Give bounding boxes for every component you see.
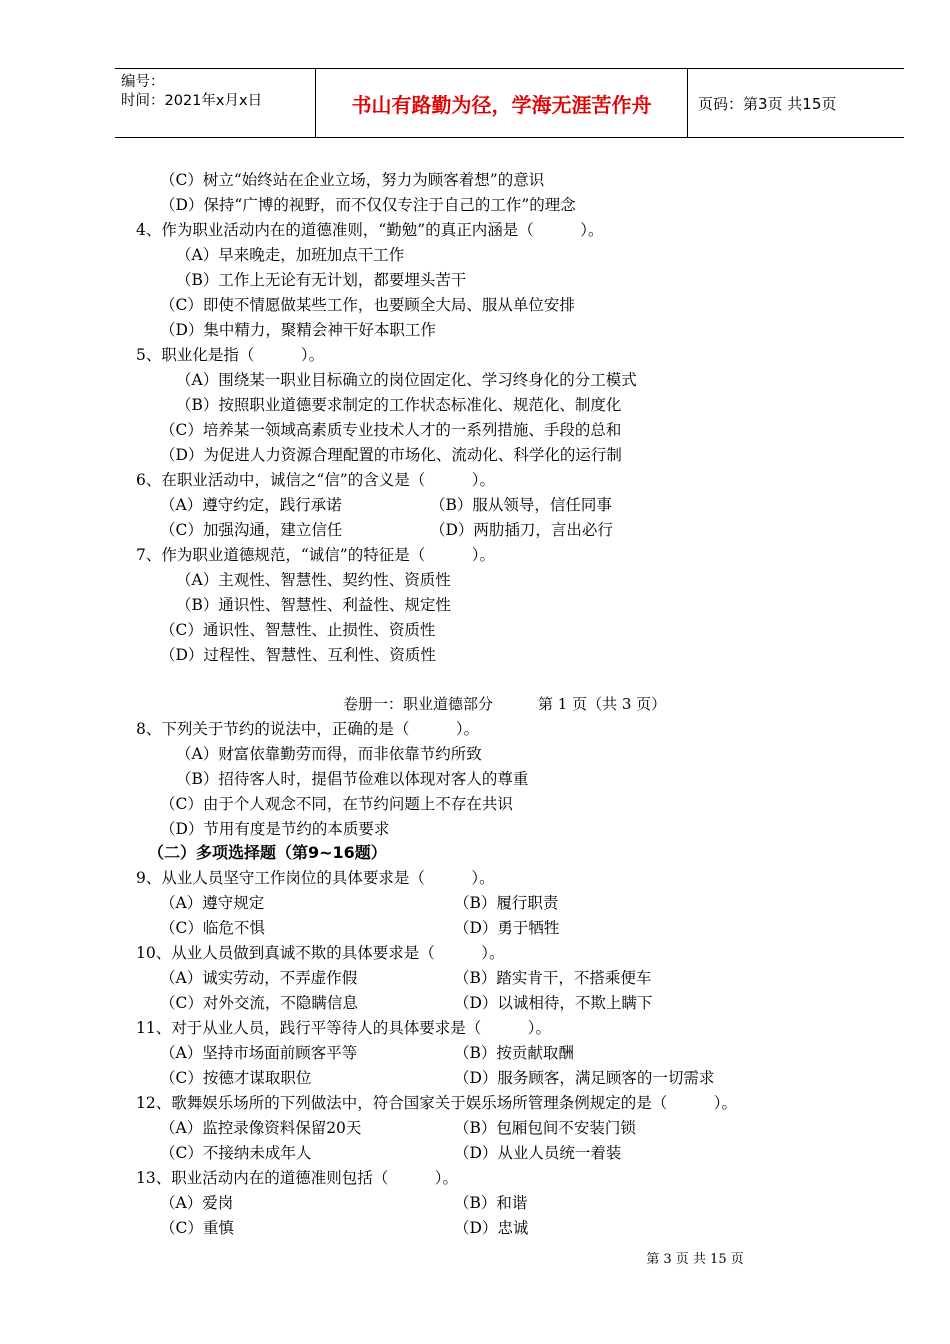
text-line: （A）爱岗 [160, 1194, 234, 1212]
text-line: （D）为促进人力资源合理配置的市场化、流动化、科学化的运行制 [160, 446, 622, 464]
text-line: （A）早来晚走，加班加点干工作 [176, 246, 405, 264]
text-line: （C）即使不情愿做某些工作，也要顾全大局、服从单位安排 [160, 296, 575, 314]
text-line: （D）集中精力，聚精会神干好本职工作 [160, 321, 436, 339]
text-line: （D）忠诚 [454, 1219, 529, 1237]
section-page-marker: 卷册一：职业道德部分 第 1 页（共 3 页） [343, 695, 667, 713]
text-line: （B）招待客人时，提倡节俭难以体现对客人的尊重 [176, 770, 529, 788]
text-line: （A）监控录像资料保留20天 [160, 1119, 362, 1137]
text-line: （B）通识性、智慧性、利益性、规定性 [176, 596, 451, 614]
text-line: （C）按德才谋取职位 [160, 1069, 312, 1087]
text-line: （B）踏实肯干，不搭乘便车 [454, 969, 652, 987]
text-line: 12、歌舞娱乐场所的下列做法中，符合国家关于娱乐场所管理条例规定的是（ ）。 [136, 1094, 737, 1112]
text-line: （A）诚实劳动，不弄虚作假 [160, 969, 358, 987]
text-line: （A）遵守约定，践行承诺 [160, 496, 342, 514]
text-line: （D）节用有度是节约的本质要求 [160, 820, 390, 838]
text-line: （B）包厢包间不安装门锁 [454, 1119, 636, 1137]
text-line: （B）和谐 [454, 1194, 528, 1212]
header-page-info: 页码：第3页 共15页 [698, 94, 837, 113]
code-label: 编号： [121, 74, 165, 90]
time-label: 时间：2021年x月x日 [121, 93, 263, 109]
text-line: （B）履行职责 [454, 894, 559, 912]
text-line: （C）加强沟通，建立信任 [160, 521, 343, 539]
text-line: 4、作为职业活动内在的道德准则，“勤勉”的真正内涵是（ ）。 [136, 221, 604, 239]
text-line: （A）围绕某一职业目标确立的岗位固定化、学习终身化的分工模式 [176, 371, 637, 389]
text-line: 9、从业人员坚守工作岗位的具体要求是（ ）。 [136, 869, 495, 887]
text-line: （A）主观性、智慧性、契约性、资质性 [176, 571, 451, 589]
text-line: （D）服务顾客，满足顾客的一切需求 [454, 1069, 715, 1087]
text-line: （C）重慎 [160, 1219, 234, 1237]
text-line: （C）临危不惧 [160, 919, 265, 937]
header-meta [115, 69, 315, 137]
text-line: （C）培养某一领域高素质专业技术人才的一系列措施、手段的总和 [160, 421, 622, 439]
section-heading: （二）多项选择题（第9~16题） [148, 843, 387, 862]
text-line: （B）服从领导，信任同事 [430, 496, 612, 514]
text-line: （A）遵守规定 [160, 894, 265, 912]
text-line: （D）从业人员统一着装 [454, 1144, 622, 1162]
text-line: 7、作为职业道德规范，“诚信”的特征是（ ）。 [136, 546, 495, 564]
text-line: （A）财富依靠勤劳而得，而非依靠节约所致 [176, 745, 482, 763]
text-line: （C）由于个人观念不同，在节约问题上不存在共识 [160, 795, 513, 813]
text-line: （C）通识性、智慧性、止损性、资质性 [160, 621, 436, 639]
text-line: 5、职业化是指（ ）。 [136, 346, 325, 364]
text-line: （D）两肋插刀，言出必行 [430, 521, 613, 539]
document-header [115, 68, 904, 138]
text-line: 13、职业活动内在的道德准则包括（ ）。 [136, 1169, 458, 1187]
text-line: （D）保持“广博的视野，而不仅仅专注于自己的工作”的理念 [160, 196, 576, 214]
text-line: （A）坚持市场面前顾客平等 [160, 1044, 358, 1062]
text-line: （B）工作上无论有无计划，都要埋头苦干 [176, 271, 467, 289]
page-footer: 第 3 页 共 15 页 [646, 1252, 744, 1267]
text-line: 8、下列关于节约的说法中，正确的是（ ）。 [136, 720, 480, 738]
text-line: （C）对外交流，不隐瞒信息 [160, 994, 358, 1012]
text-line: （C）不接纳未成年人 [160, 1144, 312, 1162]
text-line: 6、在职业活动中，诚信之“信”的含义是（ ）。 [136, 471, 495, 489]
text-line: （D）以诚相待，不欺上瞒下 [454, 994, 653, 1012]
text-line: （D）过程性、智慧性、互利性、资质性 [160, 646, 436, 664]
text-line: （B）按贡献取酬 [454, 1044, 574, 1062]
text-line: （B）按照职业道德要求制定的工作状态标准化、规范化、制度化 [176, 396, 622, 414]
text-line: 11、对于从业人员，践行平等待人的具体要求是（ ）。 [136, 1019, 551, 1037]
header-motto: 书山有路勤为径，学海无涯苦作舟 [315, 69, 688, 137]
text-line: 10、从业人员做到真诚不欺的具体要求是（ ）。 [136, 944, 505, 962]
text-line: （D）勇于牺牲 [454, 919, 560, 937]
text-line: （C）树立“始终站在企业立场，努力为顾客着想”的意识 [160, 171, 545, 189]
